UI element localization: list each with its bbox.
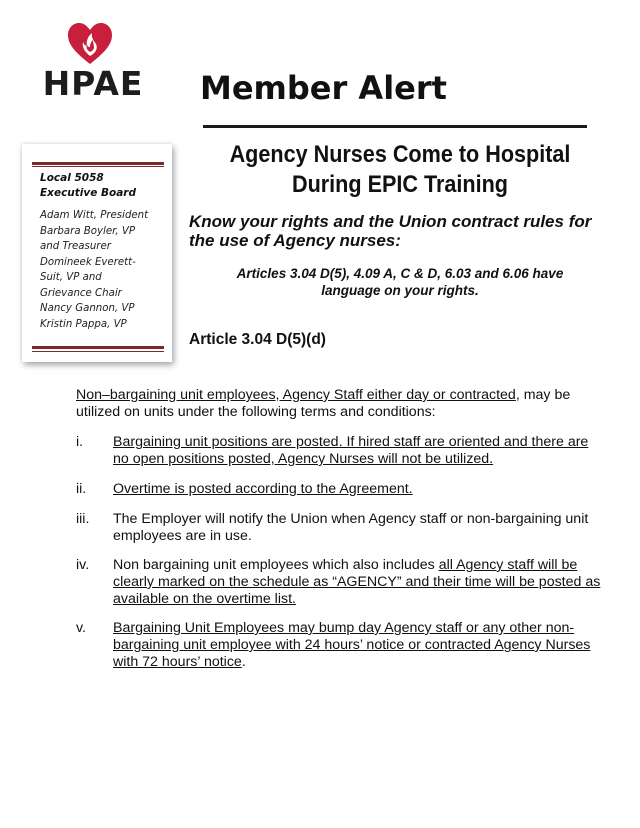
logo-wordmark: HPAE — [42, 64, 144, 103]
box-top-rule — [32, 162, 164, 165]
list-item-text — [113, 557, 603, 608]
list-item-text: The Employer will notify the Union when Agency staff or non-bargaining unit employees are in use. — [113, 511, 589, 544]
board-member: Nancy Gannon, VP — [40, 303, 135, 314]
executive-board-list — [40, 208, 170, 332]
section-heading: Article 3.04 D(5)(d) — [189, 331, 326, 348]
box-bottom-rule-thin — [32, 351, 164, 352]
intro-text: , may be utilized on units under the following terms and conditions: — [76, 387, 571, 420]
executive-board-box — [22, 144, 172, 362]
list-item-number: ii. — [76, 481, 87, 497]
list-item-text — [113, 434, 603, 468]
board-member: and Treasurer — [40, 241, 111, 252]
underlined-text: Bargaining unit positions are posted. If hired staff are oriented and there are no open positions posted, Agency Nurses will not be utilized. — [113, 434, 589, 467]
hpae-logo — [38, 22, 148, 102]
page-title: Member Alert — [200, 69, 447, 107]
board-member: Grievance Chair — [40, 287, 122, 299]
board-member: Kristin Pappa, VP — [40, 318, 127, 330]
board-member: Suit, VP and — [40, 272, 102, 283]
headline: Agency Nurses Come to Hospital During EPIC Training — [229, 141, 571, 198]
heart-flame-icon — [66, 22, 114, 66]
box-bottom-rule — [32, 346, 164, 349]
board-member: Adam Witt, President — [40, 210, 149, 221]
underlined-text: Overtime is posted according to the Agreement. — [113, 481, 413, 497]
list-item-number: v. — [76, 620, 86, 636]
board-member: Barbara Boyler, VP — [40, 225, 135, 237]
underlined-text: Bargaining Unit Employees may bump day Agency staff or any other non-bargaining unit employee with 24 hours’ notice or contracted Agency Nurses with 72 hours’ notice — [113, 620, 591, 670]
intro-paragraph — [76, 387, 606, 421]
plain-text: Non bargaining unit employees which also includes — [113, 557, 439, 573]
list-item-number: i. — [76, 434, 84, 450]
box-top-rule-thin — [32, 166, 164, 167]
intro-underlined-text: Non–bargaining unit employees, Agency Staff either day or contracted — [76, 387, 516, 403]
executive-board-heading: Local 5058 Executive Board — [40, 172, 137, 199]
list-item-text — [113, 620, 603, 671]
list-item-text — [113, 481, 603, 498]
list-item-number: iii. — [76, 511, 90, 527]
plain-text: . — [241, 654, 246, 670]
list-item-number: iv. — [76, 557, 90, 573]
title-divider — [203, 125, 587, 128]
board-member: Domineek Everett- — [40, 256, 136, 268]
subheading: Know your rights and the Union contract rules for the use of Agency nurses: — [189, 212, 592, 250]
underlined-text: all Agency staff will be clearly marked on the schedule as “AGENCY” and their time will be posted as available on the overtime list. — [113, 557, 601, 607]
articles-note: Articles 3.04 D(5), 4.09 A, C & D, 6.03 and 6.06 have language on your rights. — [236, 266, 564, 298]
